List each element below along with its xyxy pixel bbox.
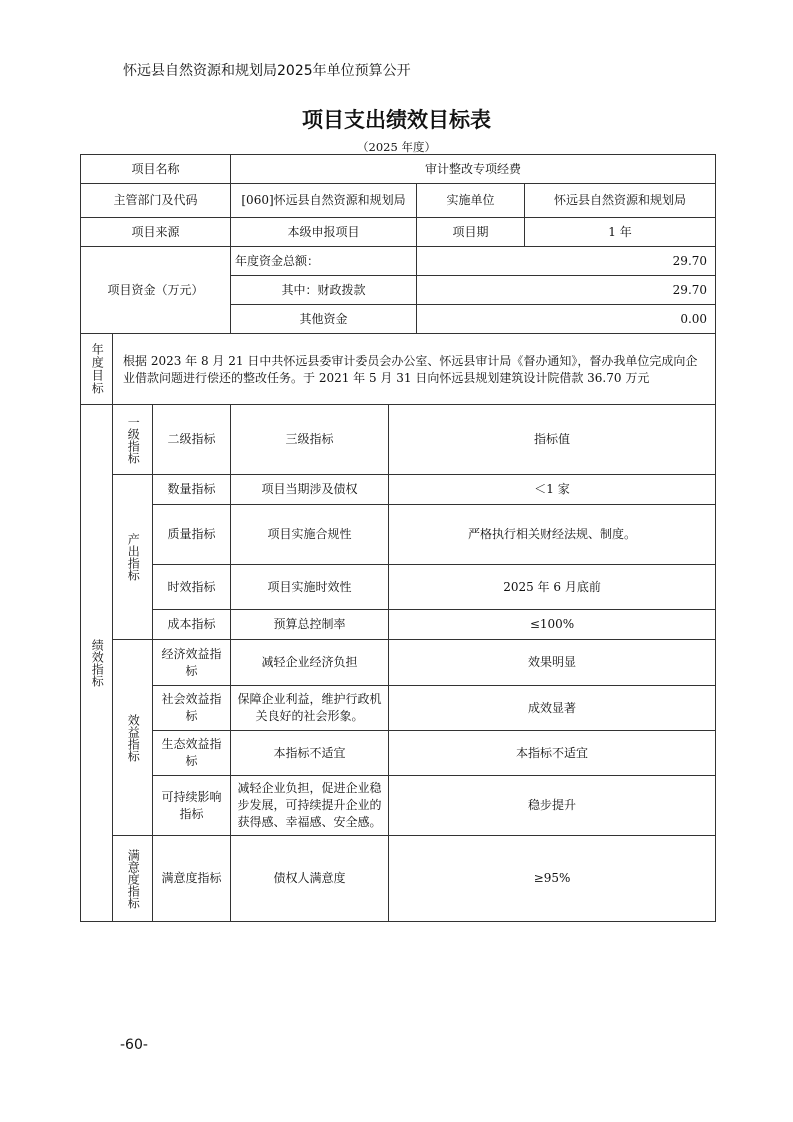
value-cell: 效果明显 xyxy=(389,640,716,686)
table-row xyxy=(81,610,716,640)
source-label: 项目来源 xyxy=(81,218,231,247)
table-row xyxy=(81,640,716,686)
level3-cell: 本指标不适宜 xyxy=(231,731,389,776)
other-value: 0.00 xyxy=(417,305,716,334)
col-level2-header: 二级指标 xyxy=(153,405,231,475)
page-number: -60- xyxy=(120,1037,148,1053)
value-cell: 本指标不适宜 xyxy=(389,731,716,776)
table-row xyxy=(81,475,716,505)
level2-cell: 生态效益指标 xyxy=(153,731,231,776)
period-label: 项目期 xyxy=(417,218,525,247)
table-row xyxy=(81,565,716,610)
level3-cell: 预算总控制率 xyxy=(231,610,389,640)
level2-cell: 满意度指标 xyxy=(153,836,231,922)
level3-cell: 项目当期涉及债权 xyxy=(231,475,389,505)
level3-cell: 项目实施合规性 xyxy=(231,505,389,565)
table-row xyxy=(81,776,716,836)
period-value: 1 年 xyxy=(525,218,716,247)
value-cell: ≤100% xyxy=(389,610,716,640)
col-level1-header: 一级指标 xyxy=(113,405,153,475)
dept-value: [060]怀远县自然资源和规划局 xyxy=(231,184,417,218)
level3-cell: 债权人满意度 xyxy=(231,836,389,922)
project-name-label: 项目名称 xyxy=(81,155,231,184)
value-cell: ＜1 家 xyxy=(389,475,716,505)
level3-cell: 减轻企业经济负担 xyxy=(231,640,389,686)
value-cell: 严格执行相关财经法规、制度。 xyxy=(389,505,716,565)
page-title: 项目支出绩效目标表 xyxy=(302,108,491,132)
annual-goal-label: 年度目标 xyxy=(81,334,113,405)
row-source xyxy=(81,218,716,247)
group-benefit-label: 效益指标 xyxy=(113,640,153,836)
impl-label: 实施单位 xyxy=(417,184,525,218)
level3-cell: 保障企业利益，维护行政机关良好的社会形象。 xyxy=(231,686,389,731)
row-project-name xyxy=(81,155,716,184)
total-value: 29.70 xyxy=(417,247,716,276)
col-level3-header: 三级指标 xyxy=(231,405,389,475)
level2-cell: 数量指标 xyxy=(153,475,231,505)
level2-cell: 时效指标 xyxy=(153,565,231,610)
funds-label: 项目资金（万元） xyxy=(81,247,231,334)
total-label: 年度资金总额： xyxy=(231,247,417,276)
level3-cell: 项目实施时效性 xyxy=(231,565,389,610)
fiscal-label: 其中：财政拨款 xyxy=(231,276,417,305)
row-annual-goal xyxy=(81,334,716,405)
level2-cell: 经济效益指标 xyxy=(153,640,231,686)
fiscal-value: 29.70 xyxy=(417,276,716,305)
perf-label: 绩效指标 xyxy=(81,405,113,922)
dept-label: 主管部门及代码 xyxy=(81,184,231,218)
level2-cell: 社会效益指标 xyxy=(153,686,231,731)
value-cell: 成效显著 xyxy=(389,686,716,731)
table-row xyxy=(81,836,716,922)
row-perf-header xyxy=(81,405,716,475)
row-funds-total xyxy=(81,247,716,276)
col-value-header: 指标值 xyxy=(389,405,716,475)
level2-cell: 可持续影响指标 xyxy=(153,776,231,836)
value-cell: 稳步提升 xyxy=(389,776,716,836)
table-row xyxy=(81,505,716,565)
page-subtitle: （2025 年度） xyxy=(357,140,436,154)
project-name-value: 审计整改专项经费 xyxy=(231,155,716,184)
group-output-label: 产出指标 xyxy=(113,475,153,640)
group-satisfaction-label: 满意度指标 xyxy=(113,836,153,922)
level2-cell: 成本指标 xyxy=(153,610,231,640)
annual-goal-text: 根据 2023 年 8 月 21 日中共怀远县委审计委员会办公室、怀远县审计局《督办通知》，督办我单位完成向企业借款问题进行偿还的整改任务。于 2021 年 5 月 31 日向怀远县规划建筑设计院借款 36.70 万元 xyxy=(113,334,716,405)
impl-value: 怀远县自然资源和规划局 xyxy=(525,184,716,218)
level3-cell: 减轻企业负担，促进企业稳步发展，可持续提升企业的获得感、幸福感、安全感。 xyxy=(231,776,389,836)
value-cell: 2025 年 6 月底前 xyxy=(389,565,716,610)
value-cell: ≥95% xyxy=(389,836,716,922)
source-value: 本级申报项目 xyxy=(231,218,417,247)
table-row xyxy=(81,686,716,731)
table-row xyxy=(81,731,716,776)
level2-cell: 质量指标 xyxy=(153,505,231,565)
row-department xyxy=(81,184,716,218)
other-label: 其他资金 xyxy=(231,305,417,334)
page-header: 怀远县自然资源和规划局2025年单位预算公开 xyxy=(123,63,411,79)
performance-table xyxy=(80,154,716,922)
